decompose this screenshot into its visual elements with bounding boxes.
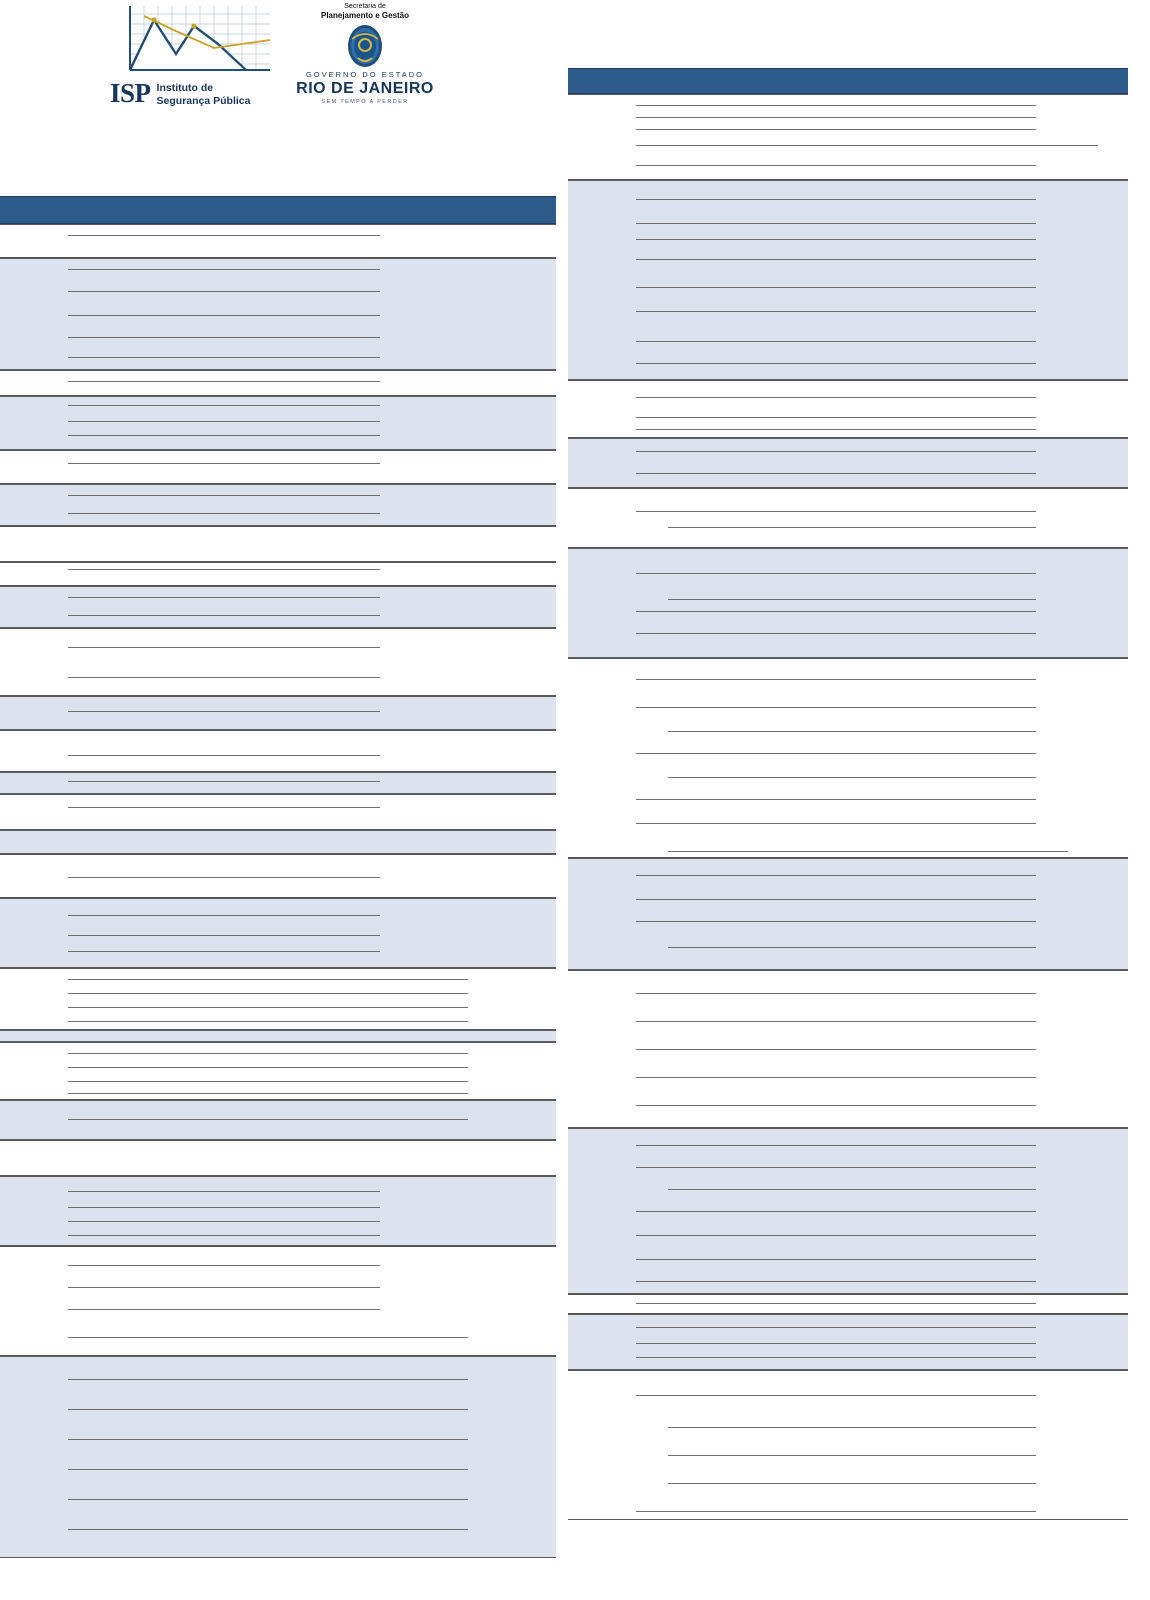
text-line	[668, 527, 1036, 528]
table-row	[568, 1128, 1128, 1294]
gov-secretariat-label: Secretaria de	[344, 3, 386, 10]
text-line	[636, 753, 1036, 754]
table-row	[0, 772, 556, 794]
document-header	[0, 0, 560, 125]
table-row	[0, 258, 556, 370]
gov-state-name: RIO DE JANEIRO	[296, 80, 434, 97]
text-line	[668, 1427, 1036, 1428]
table-row	[0, 370, 556, 396]
text-line	[68, 1499, 468, 1500]
text-line	[636, 875, 1036, 876]
text-line	[68, 1119, 468, 1120]
table-row	[0, 898, 556, 968]
table-row	[568, 658, 1128, 858]
text-line	[636, 993, 1036, 994]
text-line	[68, 1409, 468, 1410]
government-logo	[290, 2, 440, 116]
text-line	[636, 129, 1036, 130]
text-line	[68, 1309, 380, 1310]
text-line	[636, 1327, 1036, 1328]
text-line	[68, 405, 380, 406]
text-line	[68, 1287, 380, 1288]
text-line	[68, 1379, 468, 1380]
text-line	[636, 633, 1036, 634]
text-line	[68, 357, 380, 358]
text-line	[68, 597, 380, 598]
gov-slogan: SEM TEMPO A PERDER	[321, 99, 409, 105]
text-line	[636, 707, 1036, 708]
table-row	[568, 380, 1128, 438]
text-line	[68, 1439, 468, 1440]
right-column-blocks	[568, 94, 1128, 1520]
text-line	[636, 363, 1036, 364]
text-line	[636, 429, 1036, 430]
gov-secretariat-name: Planejamento e Gestão	[320, 11, 410, 20]
text-line	[636, 1343, 1036, 1344]
table-row	[0, 628, 556, 696]
text-line	[636, 1077, 1036, 1078]
text-line	[68, 1081, 468, 1082]
table-row	[568, 1314, 1128, 1370]
table-row	[0, 1140, 556, 1176]
text-line	[668, 731, 1036, 732]
line-chart-icon	[118, 4, 278, 82]
text-line	[68, 1007, 468, 1008]
text-line	[68, 381, 380, 382]
table-row	[0, 526, 556, 562]
text-line	[636, 1235, 1036, 1236]
left-column	[0, 196, 556, 1558]
text-line	[68, 915, 380, 916]
table-row	[0, 1030, 556, 1042]
text-line	[68, 1235, 380, 1236]
table-row	[568, 180, 1128, 380]
text-line	[636, 1211, 1036, 1212]
text-line	[636, 165, 1036, 166]
text-line	[68, 1529, 468, 1530]
table-row	[0, 484, 556, 526]
left-column-title-bar	[0, 196, 556, 224]
table-row	[0, 1042, 556, 1100]
text-line	[636, 823, 1036, 824]
table-row	[0, 396, 556, 450]
text-line	[636, 1357, 1036, 1358]
text-line	[636, 511, 1036, 512]
table-row	[0, 1100, 556, 1140]
text-line	[636, 1049, 1036, 1050]
text-line	[68, 463, 380, 464]
text-line	[68, 935, 380, 936]
table-row	[0, 562, 556, 586]
text-line	[636, 1395, 1036, 1396]
text-line	[68, 513, 380, 514]
text-line	[68, 269, 380, 270]
isp-logo	[110, 4, 285, 114]
text-line	[636, 899, 1036, 900]
text-line	[68, 951, 380, 952]
text-line	[68, 337, 380, 338]
text-line	[636, 417, 1036, 418]
text-line	[68, 711, 380, 712]
table-row	[568, 488, 1128, 548]
isp-initials: ISP	[110, 78, 151, 108]
text-line	[68, 421, 380, 422]
text-line	[636, 1259, 1036, 1260]
rio-de-janeiro-state-seal-icon	[342, 23, 388, 69]
table-row	[0, 450, 556, 484]
text-line	[68, 1067, 468, 1068]
table-row	[0, 730, 556, 772]
isp-name-line2: Segurança Pública	[156, 95, 251, 107]
text-line	[68, 235, 380, 236]
left-column-blocks	[0, 224, 556, 1558]
text-line	[668, 777, 1036, 778]
table-row	[568, 548, 1128, 658]
text-line	[68, 677, 380, 678]
isp-name-line1: Instituto de	[156, 82, 214, 94]
text-line	[636, 1281, 1036, 1282]
table-row	[568, 438, 1128, 488]
table-row	[0, 1246, 556, 1356]
text-line	[636, 145, 1098, 146]
table-row	[0, 696, 556, 730]
table-row	[0, 854, 556, 898]
text-line	[68, 1191, 380, 1192]
text-line	[68, 877, 380, 878]
text-line	[668, 1483, 1036, 1484]
text-line	[636, 1021, 1036, 1022]
gov-state-label: GOVERNO DO ESTADO	[305, 70, 425, 79]
text-line	[636, 287, 1036, 288]
table-row	[0, 224, 556, 258]
text-line	[636, 341, 1036, 342]
text-line	[68, 1207, 380, 1208]
text-line	[668, 1455, 1036, 1456]
table-row	[568, 858, 1128, 970]
text-line	[68, 1053, 468, 1054]
text-line	[636, 1511, 1036, 1512]
text-line	[668, 599, 1036, 600]
text-line	[636, 573, 1036, 574]
table-row	[0, 830, 556, 854]
text-line	[636, 239, 1036, 240]
text-line	[68, 1021, 468, 1022]
text-line	[68, 435, 380, 436]
text-line	[68, 979, 468, 980]
text-line	[636, 1167, 1036, 1168]
table-row	[0, 586, 556, 628]
right-column-title-bar	[568, 68, 1128, 94]
text-line	[68, 647, 380, 648]
table-row	[0, 968, 556, 1030]
text-line	[68, 1221, 380, 1222]
table-row	[568, 1294, 1128, 1314]
isp-name	[157, 80, 251, 108]
text-line	[68, 291, 380, 292]
table-row	[568, 970, 1128, 1128]
text-line	[636, 117, 1036, 118]
text-line	[636, 259, 1036, 260]
text-line	[636, 679, 1036, 680]
isp-wordmark	[110, 80, 285, 114]
text-line	[68, 1469, 468, 1470]
text-line	[636, 397, 1036, 398]
text-line	[636, 451, 1036, 452]
text-line	[668, 947, 1036, 948]
table-row	[568, 1370, 1128, 1520]
text-line	[68, 1265, 380, 1266]
text-line	[668, 851, 1068, 852]
text-line	[68, 1337, 468, 1338]
text-line	[636, 921, 1036, 922]
text-line	[668, 1189, 1036, 1190]
text-line	[68, 807, 380, 808]
text-line	[68, 755, 380, 756]
text-line	[636, 611, 1036, 612]
text-line	[636, 199, 1036, 200]
text-line	[68, 781, 380, 782]
text-line	[68, 495, 380, 496]
text-line	[636, 223, 1036, 224]
text-line	[68, 993, 468, 994]
text-line	[636, 799, 1036, 800]
table-row	[568, 94, 1128, 180]
text-line	[68, 1093, 468, 1094]
text-line	[636, 1145, 1036, 1146]
text-line	[636, 473, 1036, 474]
table-row	[0, 1356, 556, 1558]
text-line	[636, 1105, 1036, 1106]
text-line	[636, 311, 1036, 312]
table-row	[0, 1176, 556, 1246]
text-line	[636, 1303, 1036, 1304]
right-column	[568, 68, 1128, 1520]
table-row	[0, 794, 556, 830]
text-line	[68, 315, 380, 316]
text-line	[68, 569, 380, 570]
text-line	[636, 105, 1036, 106]
text-line	[68, 615, 380, 616]
